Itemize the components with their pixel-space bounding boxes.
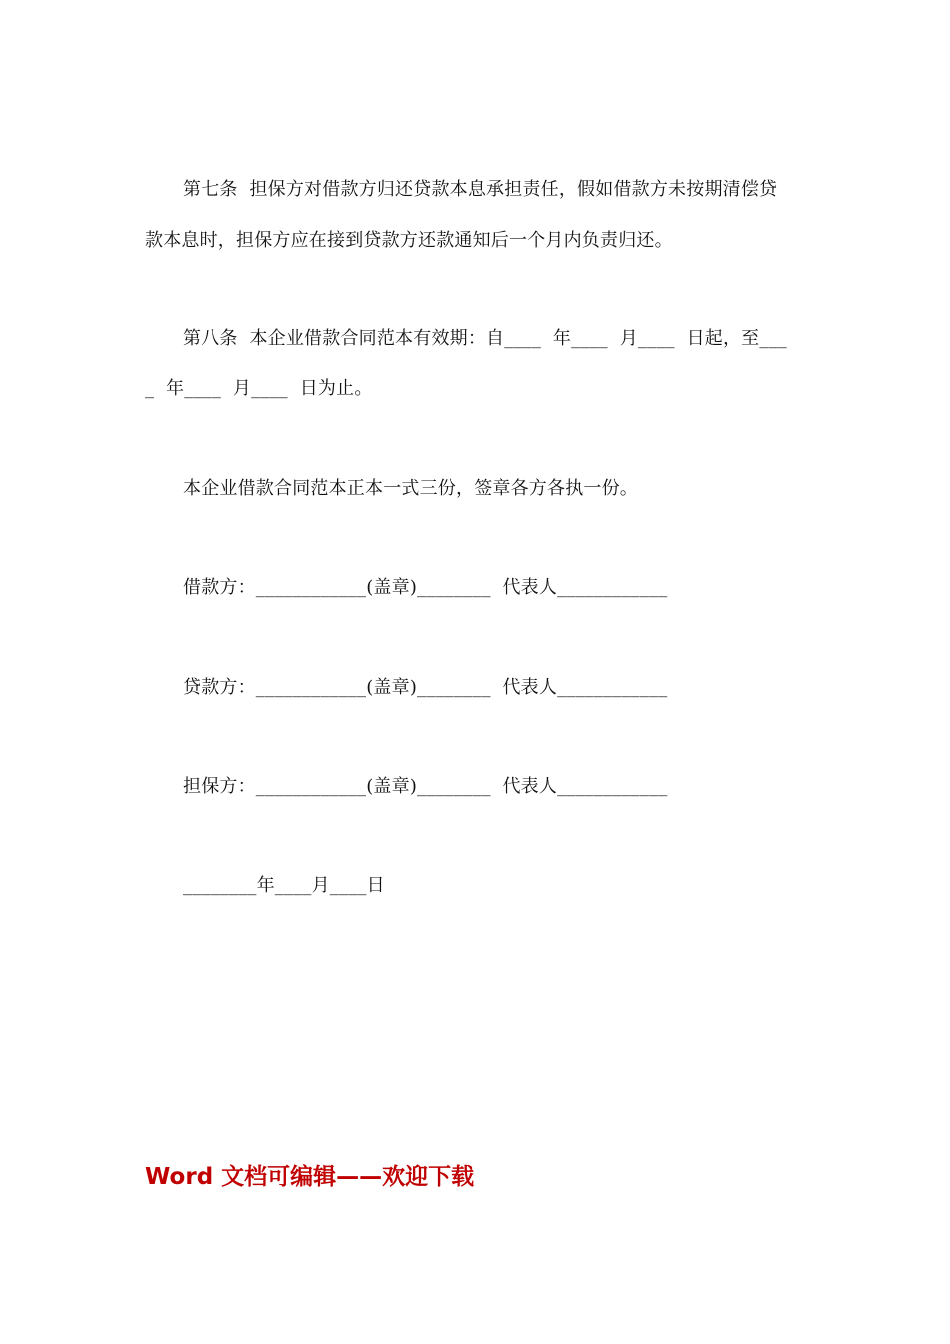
article-8-line-2: _ 年____ 月____ 日为止。 bbox=[145, 378, 373, 399]
article-7-line-2: 款本息时，担保方应在接到贷款方还款通知后一个月内负责归还。 bbox=[145, 230, 673, 251]
article-7-line-1: 第七条 担保方对借款方归还贷款本息承担责任，假如借款方未按期清偿贷 bbox=[183, 179, 778, 200]
borrower-signature-line: 借款方：____________(盖章)________ 代表人____________ bbox=[183, 577, 668, 598]
date-line: ________年____月____日 bbox=[183, 875, 385, 896]
lender-signature-line: 贷款方：____________(盖章)________ 代表人____________ bbox=[183, 677, 668, 698]
footer-banner: Word 文档可编辑——欢迎下载 bbox=[145, 1164, 475, 1190]
article-8-line-1: 第八条 本企业借款合同范本有效期：自____ 年____ 月____ 日起，至___ bbox=[183, 328, 787, 349]
copies-note: 本企业借款合同范本正本一式三份，签章各方各执一份。 bbox=[183, 478, 638, 499]
guarantor-signature-line: 担保方：____________(盖章)________ 代表人____________ bbox=[183, 776, 668, 797]
